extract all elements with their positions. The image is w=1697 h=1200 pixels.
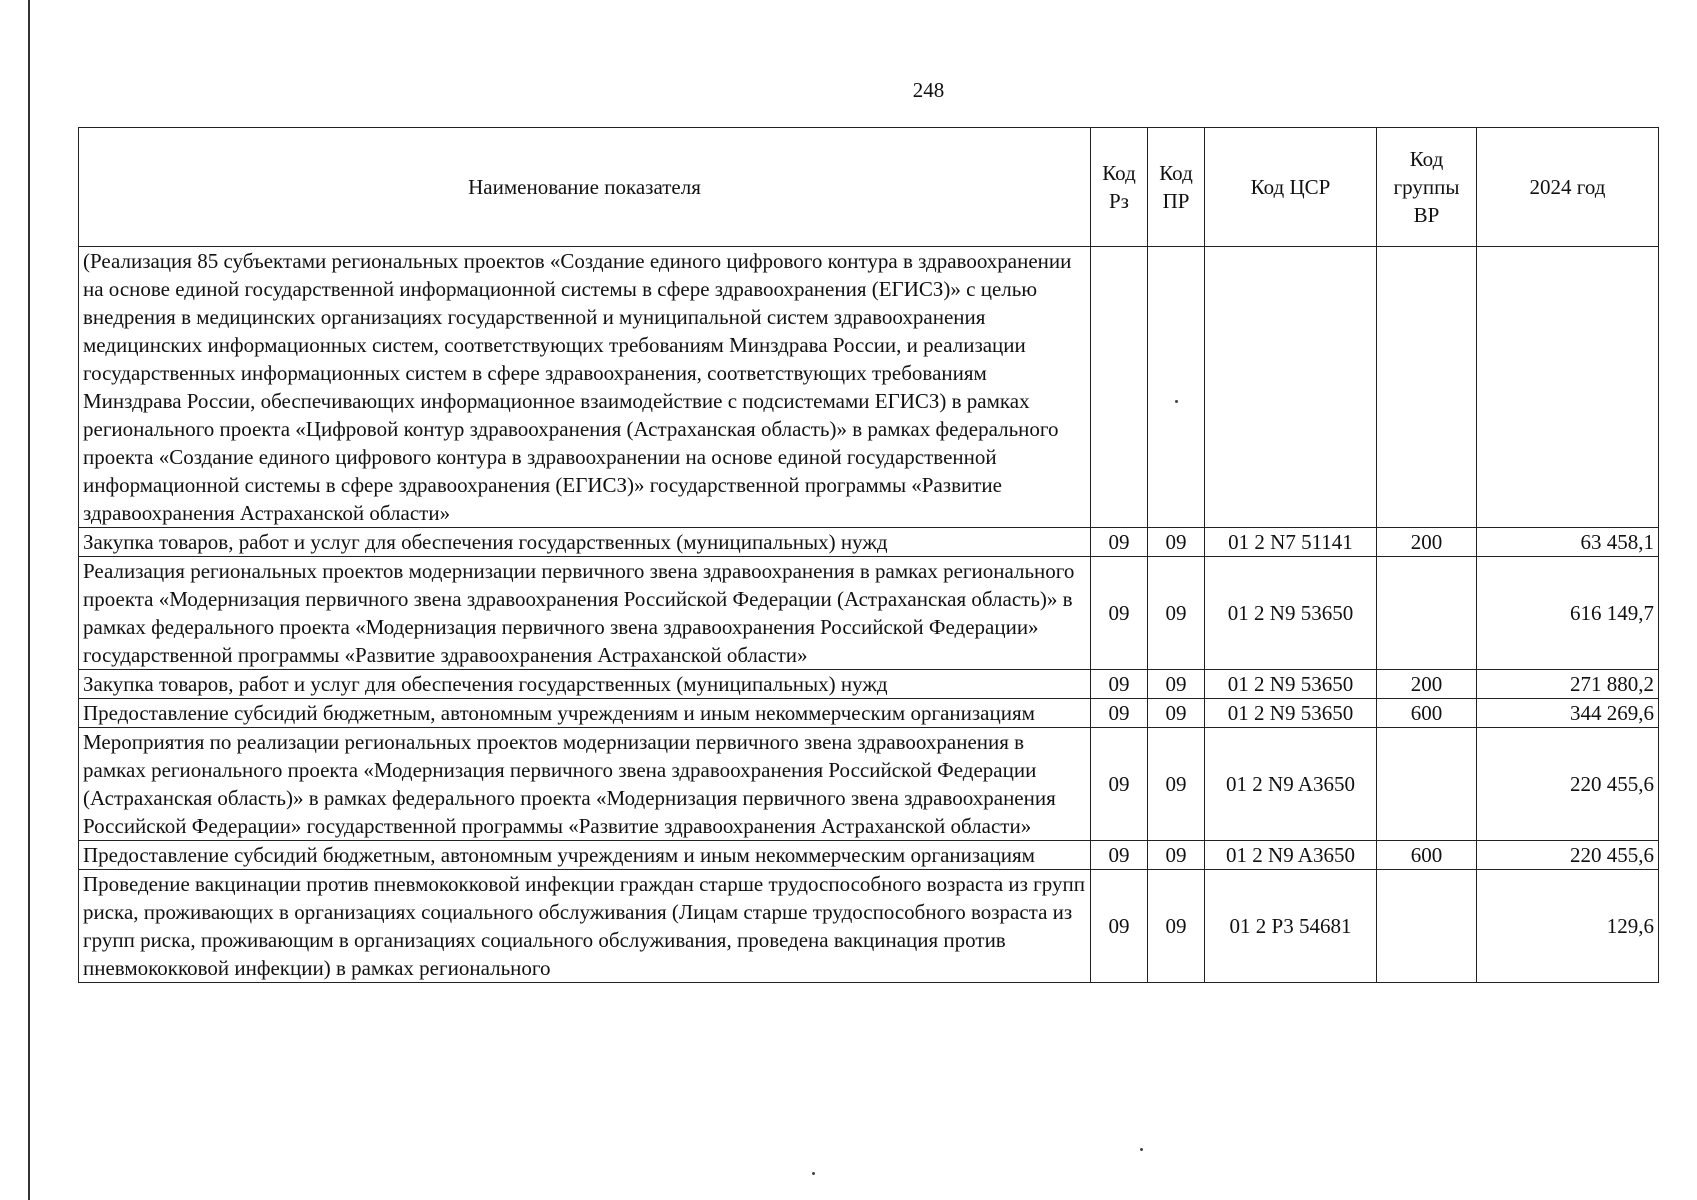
header-vr: Код группы ВР — [1377, 128, 1477, 247]
header-pr: Код ПР — [1148, 128, 1205, 247]
row-amount: 220 455,6 — [1477, 841, 1659, 870]
header-csr: Код ЦСР — [1205, 128, 1377, 247]
row-name: (Реализация 85 субъектами региональных проектов «Создание единого цифрового контура в здравоохранении на основе единой государственной информационной системы в сфере здравоохранения (ЕГИСЗ)» с целью внедрения в медицинских организациях государственной и муниципальной систем здравоохранения медицинских информационных систем, соответствующих требованиям Минздрава России, и реализации государственных информационных систем в сфере здравоохранения, соответствующих требованиям Минздрава России, обеспечивающих информационное взаимодействие с подсистемами ЕГИСЗ) в рамках регионального проекта «Цифровой контур здравоохранения (Астраханская область)» в рамках федерального проекта «Создание единого цифрового контура в здравоохранении на основе единой государственной информационной системы в сфере здравоохранения (ЕГИСЗ)» государственной программы «Развитие здравоохранения Астраханской области» — [79, 247, 1091, 528]
row-amount: 220 455,6 — [1477, 728, 1659, 841]
table-row — [79, 670, 1659, 699]
row-rz: 09 — [1091, 670, 1148, 699]
header-year: 2024 год — [1477, 128, 1659, 247]
row-name: Предоставление субсидий бюджетным, автономным учреждениям и иным некоммерческим организациям — [79, 841, 1091, 870]
row-csr: 01 2 N9 A3650 — [1205, 728, 1377, 841]
row-rz: 09 — [1091, 528, 1148, 557]
row-amount: 344 269,6 — [1477, 699, 1659, 728]
row-vr: 600 — [1377, 841, 1477, 870]
row-pr: 09 — [1148, 870, 1205, 983]
scan-speck — [812, 1172, 815, 1175]
row-pr: 09 — [1148, 670, 1205, 699]
table-row — [79, 247, 1659, 528]
page-number: 248 — [912, 78, 945, 102]
row-pr: 09 — [1148, 528, 1205, 557]
scan-speck — [1140, 1148, 1143, 1151]
table-row — [79, 528, 1659, 557]
row-rz — [1091, 247, 1148, 528]
row-vr — [1377, 728, 1477, 841]
header-name: Наименование показателя — [79, 128, 1091, 247]
row-pr: 09 — [1148, 841, 1205, 870]
row-rz: 09 — [1091, 728, 1148, 841]
row-vr — [1377, 557, 1477, 670]
row-name: Закупка товаров, работ и услуг для обеспечения государственных (муниципальных) нужд — [79, 528, 1091, 557]
row-amount: 616 149,7 — [1477, 557, 1659, 670]
row-rz: 09 — [1091, 557, 1148, 670]
budget-table — [78, 127, 1659, 983]
row-vr: 200 — [1377, 670, 1477, 699]
scan-speck — [1175, 400, 1178, 403]
page-margin-line — [28, 0, 30, 1200]
table-header-row — [79, 128, 1659, 247]
row-rz: 09 — [1091, 699, 1148, 728]
row-csr: 01 2 N9 A3650 — [1205, 841, 1377, 870]
row-vr: 600 — [1377, 699, 1477, 728]
table-row — [79, 557, 1659, 670]
row-rz: 09 — [1091, 870, 1148, 983]
row-pr: 09 — [1148, 699, 1205, 728]
table-row — [79, 870, 1659, 983]
row-name: Предоставление субсидий бюджетным, автономным учреждениям и иным некоммерческим организациям — [79, 699, 1091, 728]
row-vr — [1377, 247, 1477, 528]
row-rz: 09 — [1091, 841, 1148, 870]
row-csr: 01 2 N9 53650 — [1205, 557, 1377, 670]
row-vr — [1377, 870, 1477, 983]
row-name: Мероприятия по реализации региональных проектов модернизации первичного звена здравоохранения в рамках регионального проекта «Модернизация первичного звена здравоохранения Российской Федерации (Астраханская область)» в рамках федерального проекта «Модернизация первичного звена здравоохранения Российской Федерации» государственной программы «Развитие здравоохранения Астраханской области» — [79, 728, 1091, 841]
row-pr: 09 — [1148, 728, 1205, 841]
table-row — [79, 841, 1659, 870]
table-row — [79, 699, 1659, 728]
row-csr: 01 2 N9 53650 — [1205, 670, 1377, 699]
row-amount — [1477, 247, 1659, 528]
row-csr: 01 2 P3 54681 — [1205, 870, 1377, 983]
row-vr: 200 — [1377, 528, 1477, 557]
row-pr — [1148, 247, 1205, 528]
row-amount: 63 458,1 — [1477, 528, 1659, 557]
row-name: Закупка товаров, работ и услуг для обеспечения государственных (муниципальных) нужд — [79, 670, 1091, 699]
row-pr: 09 — [1148, 557, 1205, 670]
row-name: Реализация региональных проектов модернизации первичного звена здравоохранения в рамках регионального проекта «Модернизация первичного звена здравоохранения Российской Федерации (Астраханская область)» в рамках федерального проекта «Модернизация первичного звена здравоохранения Российской Федерации» государственной программы «Развитие здравоохранения Астраханской области» — [79, 557, 1091, 670]
header-rz: Код Рз — [1091, 128, 1148, 247]
row-amount: 271 880,2 — [1477, 670, 1659, 699]
row-csr: 01 2 N9 53650 — [1205, 699, 1377, 728]
row-csr: 01 2 N7 51141 — [1205, 528, 1377, 557]
row-name: Проведение вакцинации против пневмококковой инфекции граждан старше трудоспособного возраста из групп риска, проживающих в организациях социального обслуживания (Лицам старше трудоспособного возраста из групп риска, проживающим в организациях социального обслуживания, проведена вакцинация против пневмококковой инфекции) в рамках регионального — [79, 870, 1091, 983]
row-csr — [1205, 247, 1377, 528]
table-row — [79, 728, 1659, 841]
row-amount: 129,6 — [1477, 870, 1659, 983]
